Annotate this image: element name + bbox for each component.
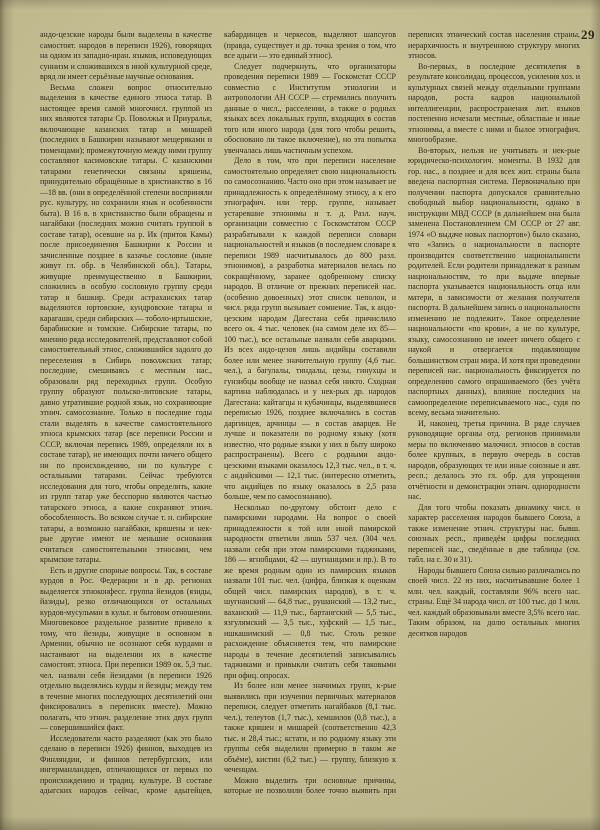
paragraph: Следует подчеркнуть, что организаторы проведения переписи 1989 — Госкомстат СССР совместно с Институтом этнологии и антропологии АН СССР — стремились получить данные о числ., расселении, а также о родных языках всех локальных групп, входящих в состав того или иного народа (для того чтобы решить, обосновано ли такое включение), но эта попытка увенчалась лишь частичным успехом. — [224, 61, 396, 155]
paragraph: Для того чтобы показать динамику числ. и характер расселения народов бывшего Союза, а также изменение этнич. структуры нас. бывш. союзных респ., приведём цифры последних переписей нас., сведённые в две таблицы (см. табл. на с. 30 и 31). — [408, 502, 580, 564]
paragraph: Во-первых, в последние десятилетия в результате консолидац. процессов, усиления хоз. и культурных связей между отдельными группами народов, роста кадров национальной интеллигенции, распространения лит. языков постепенно исчезали местные, областные и иные этнонимы, а вместе с ними и былое этнографич. многообразие. — [408, 61, 580, 144]
paragraph: И, наконец, третья причина. В ряде случаев руководящие органы отд. регионов принимали меры по включению малочисл. этносов в состав более крупных, в первую очередь в состав народов, образующих те или иные союзные и авт. респ.; делалось это гл. обр. для упрощения отчётности и демонстрации этнич. однородности нас. — [408, 418, 580, 501]
paragraph: Дело в том, что при переписи население самостоятельно определяет свою национальность по самосознанию. Часто оно при этом называет не принадлежность к определённому этносу, а к его этнографич. или терр. группе, называет устаревшие этнонимы и т. д. Разл. науч. организации совместно с Госкомстатом СССР разрабатывали к каждой переписи словари национальностей и языков (в последнем словаре к переписи 1989 насчитывалось до 800 разл. этнонимов), а разработка материалов велась по сокращённому, заранее одобренному списку народов. В отличие от прежних переписей нас. (особенно довоенных) этот список неполон, и числ. ряда групп вызывает сомнение. Так, к андо-цезским народам Дагестана себя причислило всего ок. 4 тыс. человек (на самом деле их 85—100 тыс.), все остальные назвали себя аварцами. Из всех андо-цезов лишь андийцы составили более или менее значительную группу (4,6 тыс. чел.), а багулалы, тиндалы, цезы, гинухцы и гунзибцы вообще не назвал себя никто. Сходная картина наблюдалась и у нек-рых др. народов Дагестана: кайтагцы и кубачинцы, выделявшиеся переписью 1926, позднее включались в состав даргинцев, арчинцы — в состав аварцев. Не лучше и показатели по родному языку (хотя известно, что родные языки у них в быту широко распространены). Всего с родными андо-цезскими языками оказалось 12,3 тыс. чел., в т. ч. с андийскими — 12,1 тыс. (интересно отметить, что андийцев по языку оказалось в 2,5 раза больше, чем по самосознанию). — [224, 156, 396, 501]
paragraph: Во-вторых, нельзя не учитывать и нек-рые юридическо-психологич. моменты. В 1932 для гор. нас., а позднее и для всех жит. страны была введена паспортная система. Первоначально при получении паспорта допускался сравнительно свободный выбор национальности, однако в инструкции МВД СССР (в дальнейшем она была заменена Постановлением СМ СССР от 27 авг. 1974 «О выдаче новых паспортов») было сказано, что «Запись о национальности в паспорте производится соответственно национальности родителей. Если родители принадлежат к разным национальностям, то при выдаче впервые паспорта указывается национальность отца или матери, в зависимости от желания получателя паспорта. В дальнейшем запись о национальности изменению не подлежит». Такое определение национальности «по крови», а не по культуре, языку, самосознанию не имеет ничего общего с наукой и отвергается подавляющим большинством стран мира. И хотя при проведении переписей нас. национальность фиксируется по определению самого опрашиваемого (без учёта паспортных данных), влияние последних на самоопределение переписываемого нас., судя по всему, весьма значительно. — [408, 145, 580, 417]
paragraph: Из более или менее значимых групп, к-рые выявились при изучении первичных материалов переписи, следует отметить нагайбаков (8,1 тыс. чел.), телеутов (1,7 тыс.), хемшилов (0,8 тыс.), а также кряшен и мишарей (соответственно 42,3 тыс. и 28,4 тыс.; кстати, и по родному языку эти группы себя выделили примерно в таком же объёме), кистин (6,2 тыс.) — группу, близкую к чеченцам. — [224, 681, 396, 774]
page-number: 29 — [581, 27, 595, 42]
paragraph: андо-цезские народы были выделены в качестве самостоят. народов в переписи 1926), говорящих на одном из западно-иран. языков, исповедующих суннизм и сложившихся в иной культурной среде, вряд ли имеет серьёзные научные основания. — [40, 30, 212, 81]
paragraph: Весьма сложен вопрос относительно выделения в качестве единого этноса татар. В настоящее время самой многочисл. группой из них являются татары Ср. Поволжья и Приуралья, включающие казанских татар и мишарей (последних в Башкирии называют мещеряками и тюменцами); промежуточную между ними группу составляют касимовские татары. С казанскими татарами генетически связаны кряшены, принудительно обращённые в христианство в 16—18 вв. (они в определённой степени восприняли рус. культуру, но сохранили язык и особенности быта). В 16 в. в христианство были обращены и нагайбаки (последних можно считать группой в составе татар), осевшие на р. Ик (приток Камы) после присоединения Башкирии к России и зачисленные позднее в казачье сословие (ныне живут гл. обр. в Челябинской обл.). Татары, живущие преимущественно в Башкирии, сложились в особую сословную группу среди татар и башкир. Среди астраханских татар выделяются юртовские, кундровские татары и карагаши, среди сибирских — тоболо-иртышские, барабинские и томские. Сибирские татары, по мнению ряда исследователей, представляют собой самостоятельный этнос, сложившийся задолго до переселения в Сибирь поволжских татар; последние, смешиваясь с местным нас., образовали ряд переходных групп. Особую группу образуют польско-литовские татары, давно утратившие родной язык, но сохраняющие этнич. самосознание. Только в последние годы стали выделять в качестве самостоятельного этноса крымских татар (все переписи России и СССР, включая перепись 1989, определяли их в составе татар), не имеющих почти ничего общего ни по происхождению, ни по культуре с остальными татарами. Сейчас требуются исследования для того, чтобы определить, какие из групп татар уже бесспорно являются частью татарского этноса, а какие сохраняют этнич. обособленность. Во всяком случае т. н. сибирские татары, а возможно нагайбаки, кряшены и нек-рые другие имеют не меньшие основания считаться самостоятельными этносами, чем крымские татары. — [40, 82, 212, 564]
paragraph: Народы бывшего Союза сильно различались по своей числ. 22 из них, насчитывавшие более 1 млн. чел. каждый, составляли 96% всего нас. страны. Ещё 34 народа числ. от 100 тыс. до 1 млн. чел. каждый образовывали вместе 3,5% всего нас. Таким образом, на долю остальных многих десятков народов — [408, 565, 580, 638]
text-columns — [40, 30, 580, 804]
paragraph: Исследователи часто разделяют (как это было сделано в переписи 1926) финнов, выходцев из Финляндии, и финнов петербургских, или ингерманландцев, отличающихся от первых по происхождению и традиц. культуре. В составе адыгских народов сейчас, кроме адыгейцев, кабардинцев и черкесов, выделяют шапсугов (правда, существует и др. точка зрения о том, что все адыги — это единый этнос). — [40, 30, 396, 795]
paragraph: Есть и другие спорные вопросы. Так, в составе курдов в Рос. Федерации и в др. регионах выделяется этноконфесс. группа йезидов (язиды, йазиды), резко отличающихся от остальных курдов-мусульман в культ. и бытовом отношении. Многовековое раздельное развитие привело к тому, что йезиды, живущие в основном в Армении, обычно не осознают себя курдами и настаивают на выделении их в качестве самостоят. этноса. При переписи 1989 ок. 5,3 тыс. чел. назвали себя йезидами (в переписи 1926 отдельно выделялись курды и йезиды; между тем в течение многих последующих десятилетий они фиксировались в переписях вместе). Можно полагать, что этнич. разделение этих двух групп — совершившийся факт. — [40, 565, 212, 732]
paragraph: Несколько по-другому обстоит дело с памирскими народами. На вопрос о своей принадлежности к той или иной памирской народности ответили лишь 537 чел. (304 чел. назвали себя при этом памирскими таджиками, 186 — ягнобцами, 42 — шугнанцами и пр.). В то же время родным один из памирских языков назвали 101 тыс. чел. (цифра, близкая к оценкам общей числ. памирских народов), в т. ч. шугнанский — 64,8 тыс., рушанский — 13,2 тыс., ваханский — 11,9 тыс., бартангский — 5,5 тыс., язгулямский — 3,5 тыс., хуфский — 1,5 тыс., ишкашимский — 0,8 тыс. Столь резкое расхождение объясняется тем, что памирские народы в течение десятилетий записывались таджиками и привыкли считать себя таковыми при офиц. опросах. — [224, 502, 396, 680]
paragraph: Можно выделить три основные причины, которые не позволили более точно выявить при переписях этнический состав населения страны, иерархичность и внутреннюю структуру многих этносов. — [224, 30, 580, 795]
